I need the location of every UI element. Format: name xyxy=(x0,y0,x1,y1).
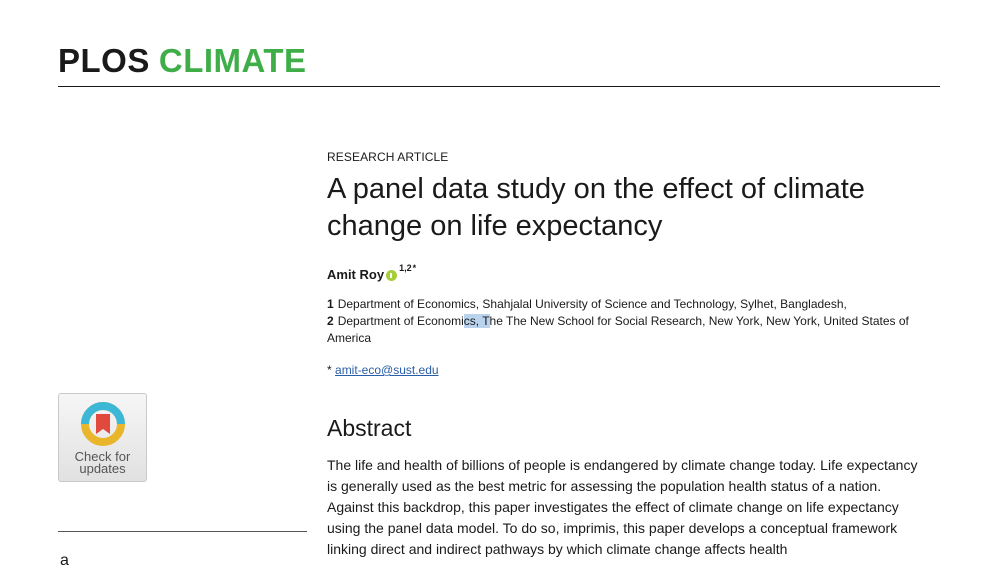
abstract-text: The life and health of billions of people is endangered by climate change today. Life expectancy is generally used as the best metric for assessing the population health status of a nation. Against this backdrop, this paper investigates the effect of climate change on life expectancy using the panel data model. To do so, imprimis, this paper develops a conceptual framework linking direct and indirect pathways by which climate change affects health xyxy=(327,457,918,557)
corresponding-email-line xyxy=(327,363,927,377)
author-line xyxy=(327,263,927,282)
author-affiliation-marks: 1,2 xyxy=(399,263,412,273)
crossmark-icon xyxy=(80,401,126,447)
sidebar-partial-text: a xyxy=(60,552,69,569)
article-main xyxy=(327,150,927,560)
check-for-updates-badge[interactable] xyxy=(58,393,147,482)
affiliation-item xyxy=(327,296,927,313)
affiliation-text-start: Department of Economi xyxy=(337,314,464,328)
orcid-icon[interactable] xyxy=(386,270,397,281)
header-rule xyxy=(58,86,940,87)
affiliations xyxy=(327,296,927,347)
article-title: A panel data study on the effect of climate change on life expectancy xyxy=(327,173,865,242)
journal-name-plos: PLOS xyxy=(58,42,150,79)
email-prefix: * xyxy=(327,363,332,377)
affiliation-number: 1 xyxy=(327,297,334,311)
affiliation-text-end: he The New School for Social Research, New York, New York, United States of America xyxy=(327,314,909,345)
abstract-heading: Abstract xyxy=(327,415,412,441)
article-type: RESEARCH ARTICLE xyxy=(327,150,449,164)
journal-masthead xyxy=(58,44,307,77)
text-selection-highlight: cs, T xyxy=(463,314,490,328)
affiliation-text: Department of Economics, Shahjalal University of Science and Technology, Sylhet, Bangladesh, xyxy=(337,297,847,311)
email-link[interactable]: amit-eco@sust.edu xyxy=(335,363,439,377)
author-name[interactable]: Amit Roy xyxy=(327,267,385,282)
affiliation-item xyxy=(327,313,927,347)
sidebar-rule xyxy=(58,531,307,532)
journal-name-climate: CLIMATE xyxy=(158,42,307,79)
corresponding-mark: * xyxy=(412,263,417,273)
affiliation-number: 2 xyxy=(327,314,334,328)
badge-label: Check for updates xyxy=(74,449,131,476)
